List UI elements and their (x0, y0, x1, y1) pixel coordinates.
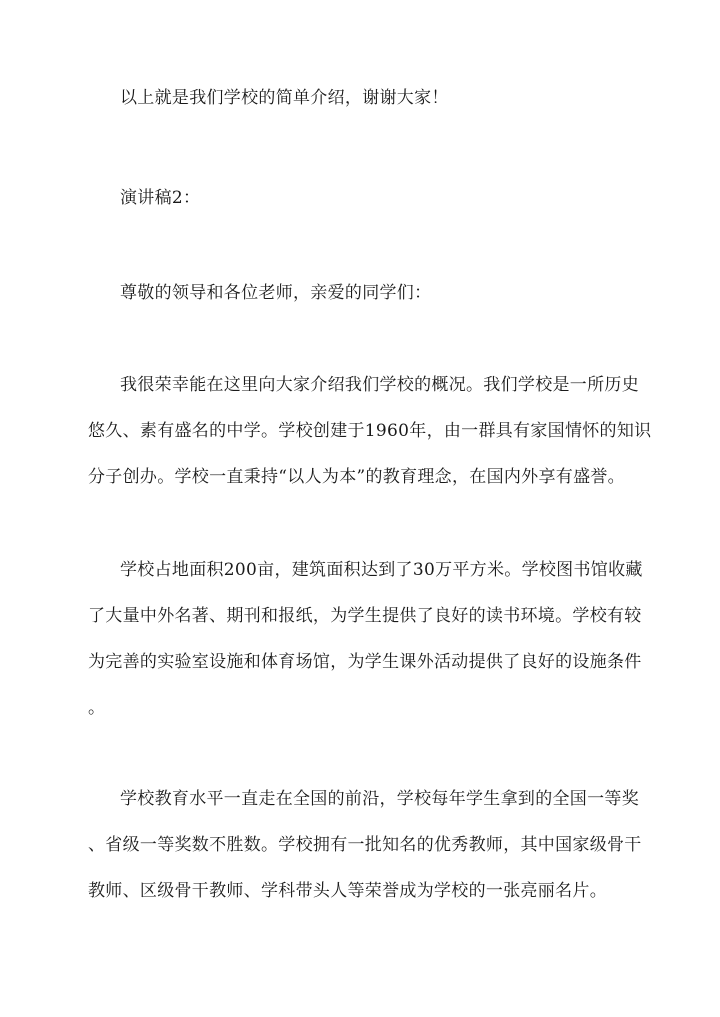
text-line: 尊敬的领导和各位老师，亲爱的同学们： (120, 283, 432, 303)
text-line: 、省级一等奖数不胜数。学校拥有一批知名的优秀教师，其中国家级骨干 (88, 835, 642, 855)
text-line: 教师、区级骨干教师、学科带头人等荣誉成为学校的一张亮丽名片。 (88, 881, 607, 901)
closing-line (88, 75, 648, 121)
text-line: 为完善的实验室设施和体育场馆，为学生课外活动提供了良好的设施条件 (88, 652, 642, 672)
text-line: 了大量中外名著、期刊和报纸，为学生提供了良好的读书环境。学校有较 (88, 606, 642, 626)
speech-title (88, 175, 648, 221)
paragraph-achievements (88, 776, 648, 914)
text-line: 以上就是我们学校的简单介绍，谢谢大家！ (120, 88, 449, 108)
text-line: 演讲稿2： (120, 188, 201, 208)
text-line: 悠久、素有盛名的中学。学校创建于1960年，由一群具有家国情怀的知识 (88, 421, 652, 441)
text-line: 学校教育水平一直走在全国的前沿，学校每年学生拿到的全国一等奖 (120, 789, 639, 809)
paragraph-facilities (88, 547, 648, 731)
salutation (88, 270, 648, 316)
paragraph-history (88, 362, 652, 500)
text-line: 我很荣幸能在这里向大家介绍我们学校的概况。我们学校是一所历史 (120, 375, 639, 395)
text-line: 。 (88, 698, 106, 718)
text-line: 学校占地面积200亩，建筑面积达到了30万平方米。学校图书馆收藏 (120, 560, 643, 580)
text-line: 分子创办。学校一直秉持“以人为本”的教育理念，在国内外享有盛誉。 (88, 467, 625, 487)
